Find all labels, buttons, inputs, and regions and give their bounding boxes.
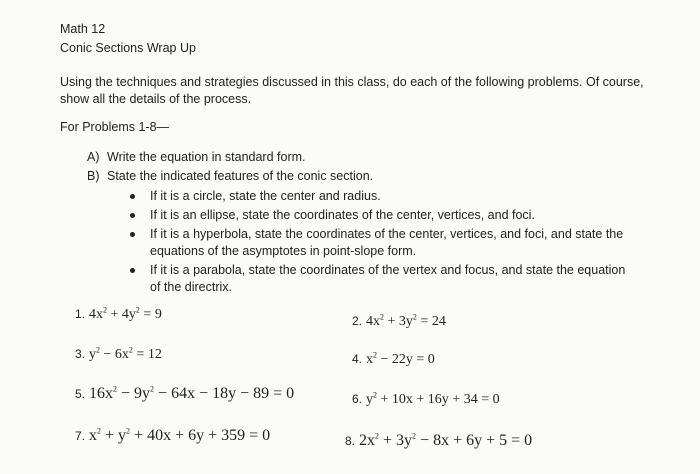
problem-6-equation: $y^2 + 10x + 16y + 34 = 0$: [366, 390, 500, 407]
bullet-ellipse: If it is an ellipse, state the coordinates of the center, vertices, and foci.: [150, 208, 535, 222]
problem-6: 6. $y^2 + 10x + 16y + 34 = 0$: [352, 390, 500, 407]
bullet-dot: [130, 268, 135, 273]
task-a-label: A): [87, 150, 100, 164]
bullet-dot: [130, 232, 135, 237]
bullet-dot: [130, 213, 135, 218]
bullet-dot: [130, 194, 135, 199]
problem-1-equation: $4x^2 + 4y^2 = 9$: [89, 305, 162, 322]
problem-3-equation: $y^2 - 6x^2 = 12$: [89, 345, 162, 362]
problem-4-equation: $x^2 - 22y = 0$: [366, 350, 435, 367]
problem-2-equation: $4x^2 + 3y^2 = 24$: [366, 312, 446, 329]
task-b-text: State the indicated features of the conic section.: [107, 169, 374, 183]
worksheet-title: Conic Sections Wrap Up: [60, 41, 196, 55]
problem-7: 7. $x^2 + y^2 + 40x + 6y + 359 = 0$: [75, 427, 271, 445]
bullet-circle: If it is a circle, state the center and radius.: [150, 189, 381, 203]
problem-8-equation: $2x^2 + 3y^2 - 8x + 6y + 5 = 0$: [359, 432, 533, 450]
problem-2: 2. $4x^2 + 3y^2 = 24$: [352, 312, 446, 329]
task-a-text: Write the equation in standard form.: [107, 150, 306, 164]
bullet-hyperbola: If it is a hyperbola, state the coordinates of the center, vertices, and foci, and state the equations of the asymptotes in point-slope form.: [150, 227, 624, 258]
problem-5-equation: $16x^2 - 9y^2 - 64x - 18y - 89 = 0$: [89, 385, 295, 403]
bullet-parabola: If it is a parabola, state the coordinates of the vertex and focus, and state the equation of the directrix.: [150, 263, 626, 294]
problem-7-equation: $x^2 + y^2 + 40x + 6y + 359 = 0$: [89, 427, 271, 445]
course-name: Math 12: [60, 22, 106, 36]
task-b-label: B): [87, 169, 100, 183]
problem-8: 8. $2x^2 + 3y^2 - 8x + 6y + 5 = 0$: [345, 432, 533, 450]
problem-3: 3. $y^2 - 6x^2 = 12$: [75, 345, 162, 362]
problem-5: 5. $16x^2 - 9y^2 - 64x - 18y - 89 = 0$: [75, 385, 295, 403]
intro-paragraph: Using the techniques and strategies discussed in this class, do each of the following problems. Of course, show all the details of the process.: [60, 75, 644, 106]
problems-heading: For Problems 1-8—: [60, 120, 170, 134]
problem-1: 1. $4x^2 + 4y^2 = 9$: [75, 305, 162, 322]
problem-4: 4. $x^2 - 22y = 0$: [352, 350, 435, 367]
